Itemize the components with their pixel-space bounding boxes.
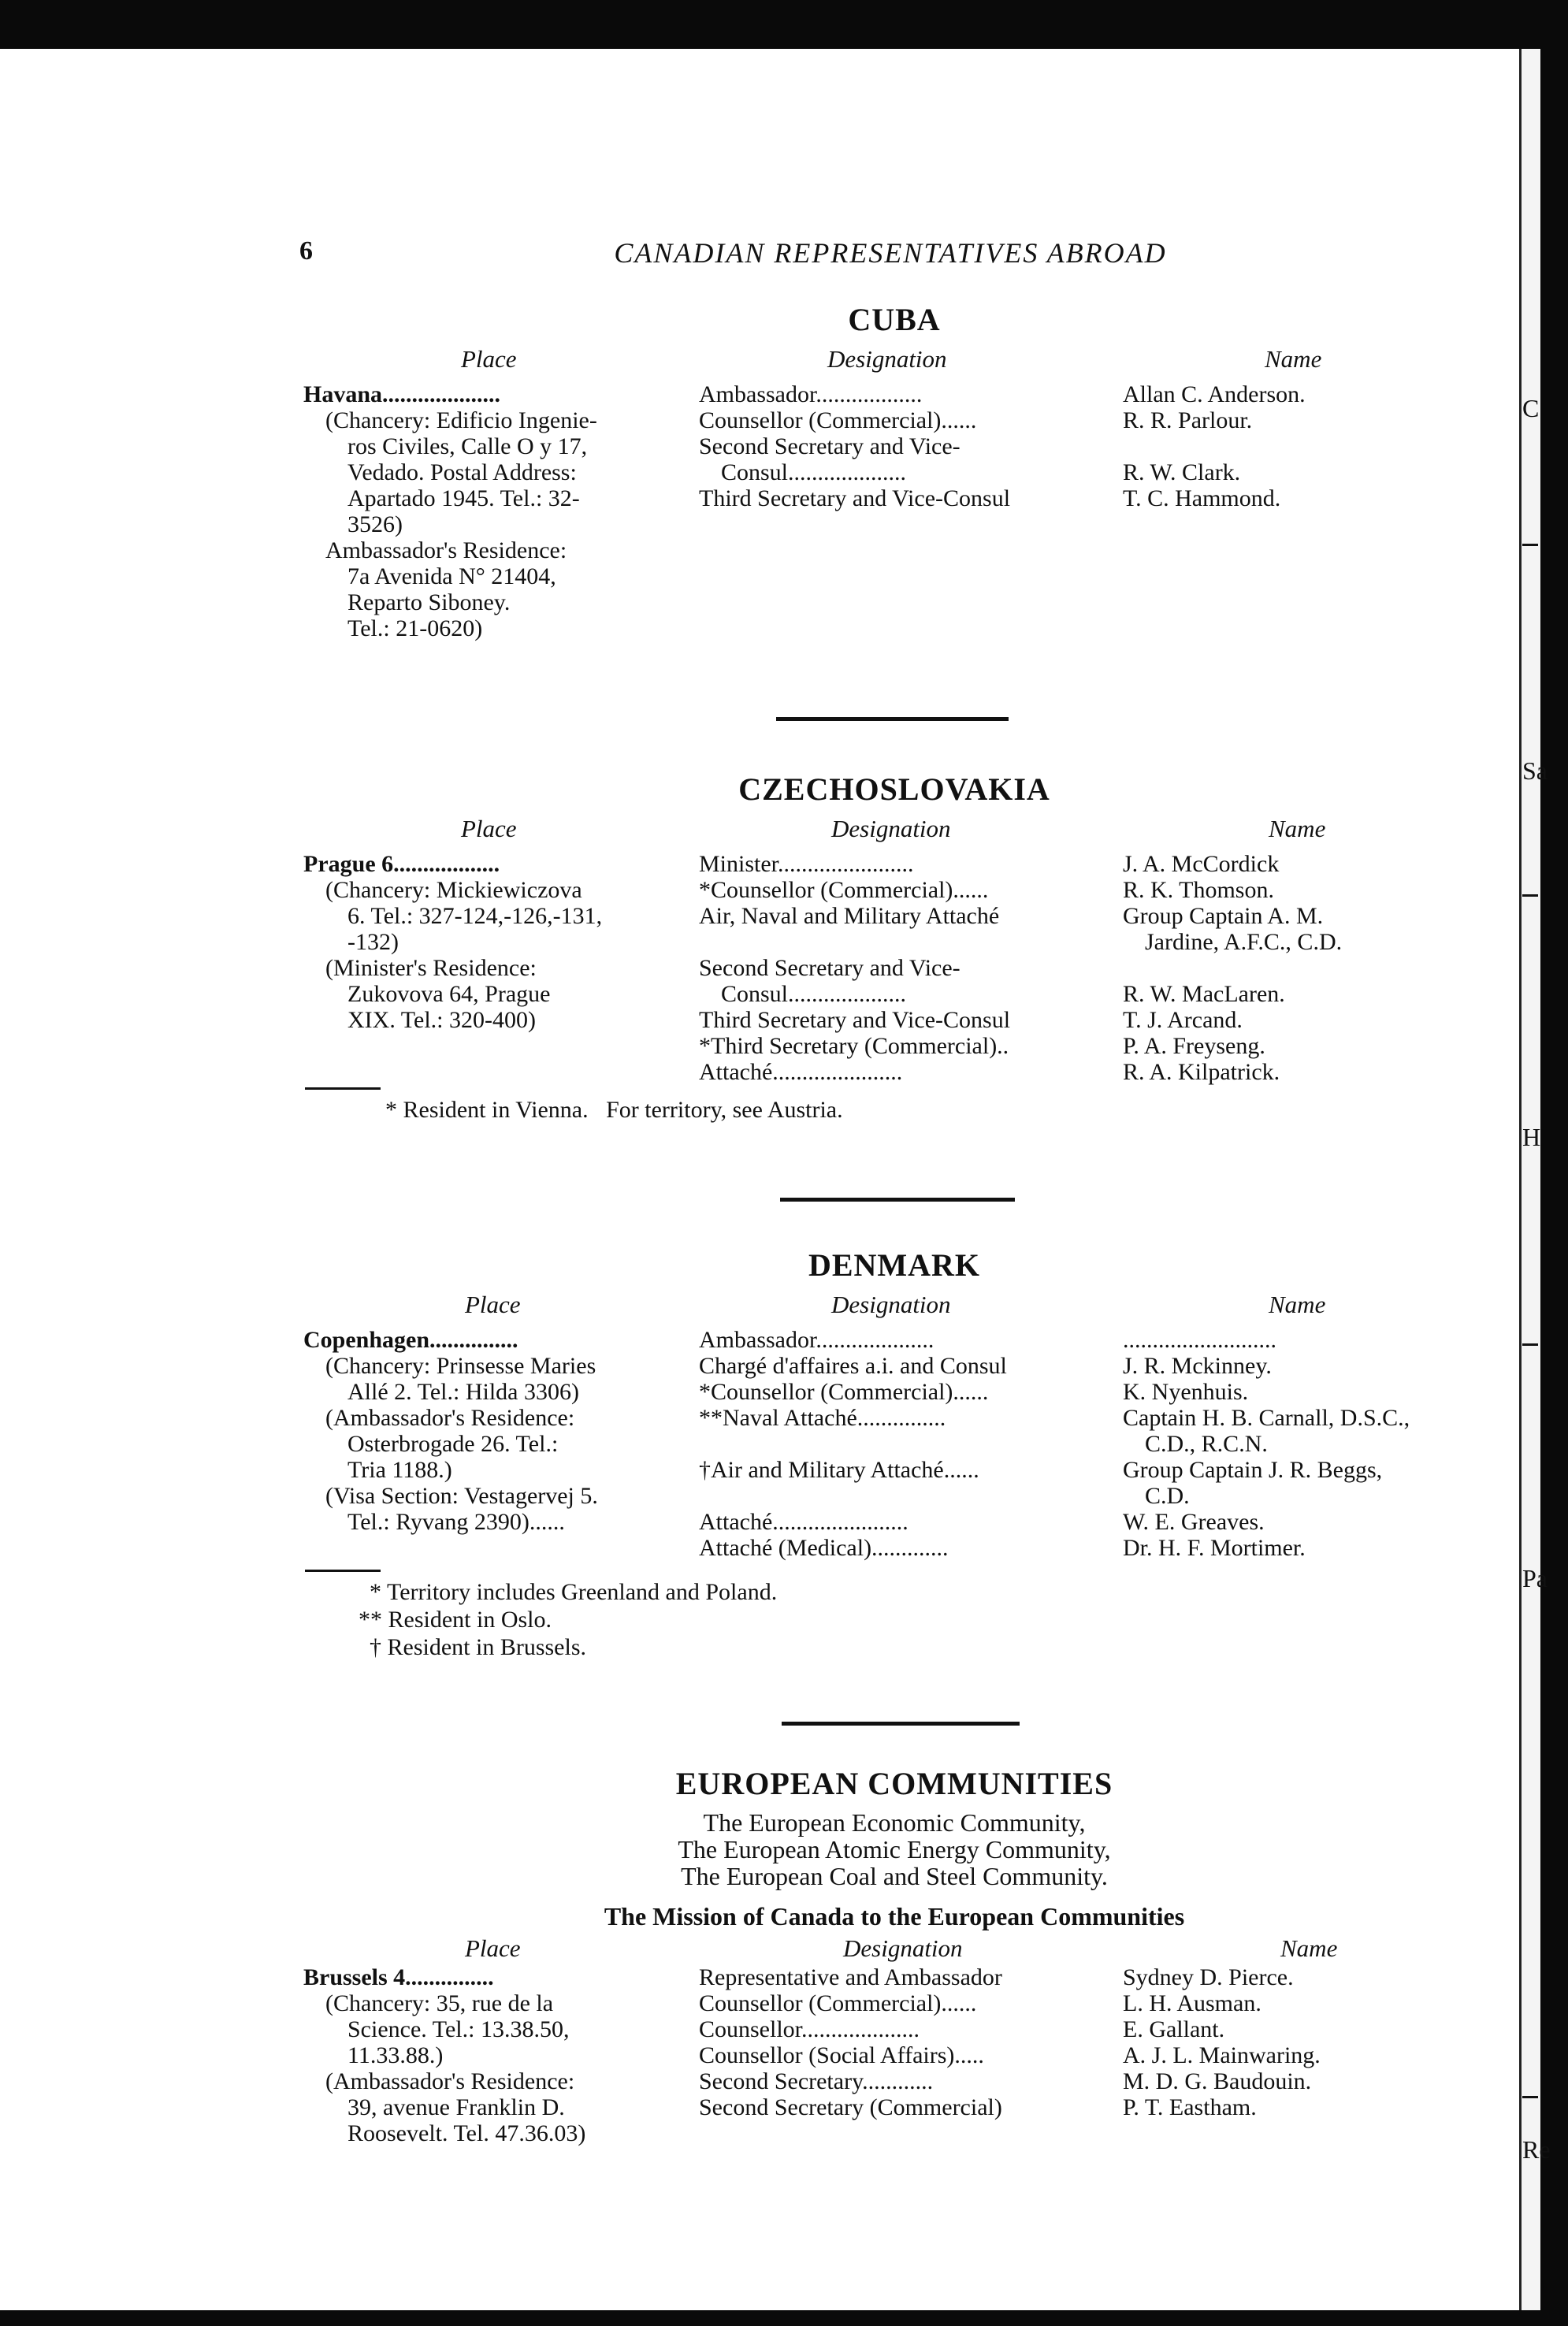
designation-line: Second Secretary and Vice- bbox=[699, 955, 960, 981]
place-header: Place bbox=[465, 1291, 521, 1318]
place-column bbox=[303, 1327, 682, 1535]
designation-line: Counsellor.................... bbox=[699, 2016, 920, 2042]
edge-letter: C bbox=[1522, 394, 1540, 422]
place-line: Science. Tel.: 13.38.50, bbox=[347, 2016, 570, 2042]
name-line: R. K. Thomson. bbox=[1123, 877, 1274, 903]
edge-letter: Re bbox=[1522, 2135, 1551, 2164]
name-line: Jardine, A.F.C., C.D. bbox=[1145, 929, 1343, 955]
running-header bbox=[299, 236, 1481, 276]
name-line: M. D. G. Baudouin. bbox=[1123, 2068, 1312, 2094]
mission-title: The Mission of Canada to the European Communities bbox=[604, 1902, 1185, 1930]
place-line: 11.33.88.) bbox=[347, 2042, 444, 2068]
place-line: -132) bbox=[347, 929, 399, 955]
adjacent-page-edge bbox=[1519, 49, 1543, 2310]
designation-line: Second Secretary and Vice- bbox=[699, 433, 960, 459]
name-column bbox=[1123, 1964, 1485, 2120]
place-line: Reparto Siboney. bbox=[347, 589, 511, 615]
place-line: Apartado 1945. Tel.: 32- bbox=[347, 485, 580, 511]
name-column bbox=[1123, 1327, 1485, 1561]
name-line: R. R. Parlour. bbox=[1123, 407, 1253, 433]
designation-line: Counsellor (Commercial)...... bbox=[699, 1990, 977, 2016]
name-line: Group Captain J. R. Beggs, bbox=[1123, 1457, 1383, 1483]
column-headers bbox=[303, 815, 1485, 851]
section-divider bbox=[782, 1722, 1020, 1726]
footnote-rule bbox=[305, 1087, 381, 1090]
section-european-communities bbox=[303, 1765, 1485, 2153]
place-line: Ambassador's Residence: bbox=[325, 537, 567, 563]
entry-table bbox=[303, 851, 1485, 1087]
country-title: EUROPEAN COMMUNITIES bbox=[675, 1766, 1113, 1801]
country-title: DENMARK bbox=[808, 1247, 981, 1283]
designation-line: Counsellor (Social Affairs)..... bbox=[699, 2042, 984, 2068]
place-line: (Minister's Residence: bbox=[325, 955, 537, 981]
designation-line: Attaché...................... bbox=[699, 1059, 903, 1085]
country-title: CZECHOSLOVAKIA bbox=[738, 771, 1050, 807]
name-line: C.D., R.C.N. bbox=[1145, 1431, 1268, 1457]
place-line: 7a Avenida N° 21404, bbox=[347, 563, 556, 589]
name-line: R. W. Clark. bbox=[1123, 459, 1241, 485]
footnote: * Territory includes Greenland and Poland. bbox=[370, 1579, 778, 1605]
place-line: Prague 6.................. bbox=[303, 851, 500, 877]
designation-line: Ambassador.................... bbox=[699, 1327, 934, 1353]
designation-line: Air, Naval and Military Attaché bbox=[699, 903, 1000, 929]
place-line: Tria 1188.) bbox=[347, 1457, 452, 1483]
column-headers bbox=[303, 1934, 1485, 1964]
scan-border-right bbox=[1540, 0, 1568, 2326]
place-line: (Ambassador's Residence: bbox=[325, 1405, 575, 1431]
place-line: XIX. Tel.: 320-400) bbox=[347, 1007, 536, 1033]
name-header: Name bbox=[1280, 1934, 1338, 1962]
place-column bbox=[303, 851, 682, 1033]
column-headers bbox=[303, 1291, 1485, 1327]
name-line: C.D. bbox=[1145, 1483, 1190, 1509]
place-line: ros Civiles, Calle O y 17, bbox=[347, 433, 588, 459]
page-number: 6 bbox=[299, 236, 313, 266]
designation-column bbox=[699, 1964, 1101, 2120]
place-line: Vedado. Postal Address: bbox=[347, 459, 577, 485]
name-line: P. A. Freyseng. bbox=[1123, 1033, 1265, 1059]
community-name: The European Atomic Energy Community, bbox=[678, 1835, 1111, 1863]
footnotes bbox=[303, 1087, 1485, 1124]
place-line: Brussels 4............... bbox=[303, 1964, 494, 1990]
name-header: Name bbox=[1269, 815, 1326, 842]
name-line: L. H. Ausman. bbox=[1123, 1990, 1261, 2016]
name-header: Name bbox=[1265, 345, 1322, 373]
name-line: W. E. Greaves. bbox=[1123, 1509, 1265, 1535]
designation-header: Designation bbox=[831, 815, 951, 842]
place-header: Place bbox=[461, 345, 517, 373]
community-name: The European Coal and Steel Community. bbox=[681, 1862, 1108, 1890]
edge-dash bbox=[1522, 894, 1538, 897]
place-line: (Visa Section: Vestagervej 5. bbox=[325, 1483, 598, 1509]
place-header: Place bbox=[461, 815, 517, 842]
entry-table bbox=[303, 1327, 1485, 1563]
name-line: E. Gallant. bbox=[1123, 2016, 1225, 2042]
designation-line: **Naval Attaché............... bbox=[699, 1405, 946, 1431]
name-line: T. C. Hammond. bbox=[1123, 485, 1281, 511]
place-column bbox=[303, 1964, 682, 2146]
name-header: Name bbox=[1269, 1291, 1326, 1318]
place-line: Zukovova 64, Prague bbox=[347, 981, 551, 1007]
place-line: (Ambassador's Residence: bbox=[325, 2068, 575, 2094]
footnote: ** Resident in Oslo. bbox=[359, 1607, 552, 1633]
designation-line: *Counsellor (Commercial)...... bbox=[699, 1379, 989, 1405]
running-title: CANADIAN REPRESENTATIVES ABROAD bbox=[614, 237, 1167, 269]
name-line: J. R. Mckinney. bbox=[1123, 1353, 1272, 1379]
footnote-rule bbox=[305, 1570, 381, 1572]
section-denmark bbox=[303, 1247, 1485, 1661]
designation-column bbox=[699, 381, 1101, 511]
designation-line: Consul.................... bbox=[721, 459, 907, 485]
name-line: K. Nyenhuis. bbox=[1123, 1379, 1249, 1405]
name-column bbox=[1123, 851, 1485, 1085]
footnotes bbox=[303, 1570, 1485, 1661]
designation-header: Designation bbox=[827, 345, 947, 373]
name-line: R. A. Kilpatrick. bbox=[1123, 1059, 1280, 1085]
edge-letter: Sa bbox=[1522, 756, 1548, 785]
designation-line: Second Secretary............ bbox=[699, 2068, 934, 2094]
name-line: Sydney D. Pierce. bbox=[1123, 1964, 1294, 1990]
edge-dash bbox=[1522, 2096, 1538, 2098]
entry-table bbox=[303, 381, 1485, 649]
communities-list bbox=[303, 1809, 1485, 1889]
place-column bbox=[303, 381, 682, 641]
name-line: R. W. MacLaren. bbox=[1123, 981, 1285, 1007]
designation-line: Representative and Ambassador bbox=[699, 1964, 1002, 1990]
designation-line: Counsellor (Commercial)...... bbox=[699, 407, 977, 433]
name-line: .......................... bbox=[1123, 1327, 1276, 1353]
edge-dash bbox=[1522, 1343, 1538, 1346]
name-line: A. J. L. Mainwaring. bbox=[1123, 2042, 1321, 2068]
section-czechoslovakia bbox=[303, 771, 1485, 1124]
designation-line: Second Secretary (Commercial) bbox=[699, 2094, 1002, 2120]
name-line: Allan C. Anderson. bbox=[1123, 381, 1306, 407]
designation-line: †Air and Military Attaché...... bbox=[699, 1457, 979, 1483]
place-line: (Chancery: Mickiewiczova bbox=[325, 877, 582, 903]
designation-line: Third Secretary and Vice-Consul bbox=[699, 1007, 1011, 1033]
place-line: Havana.................... bbox=[303, 381, 501, 407]
edge-letter: H bbox=[1522, 1123, 1541, 1151]
designation-line bbox=[699, 929, 1101, 955]
designation-header: Designation bbox=[831, 1291, 951, 1318]
place-line: (Chancery: Edificio Ingenie- bbox=[325, 407, 597, 433]
designation-line: Third Secretary and Vice-Consul bbox=[699, 485, 1011, 511]
name-line: J. A. McCordick bbox=[1123, 851, 1280, 877]
place-line: Copenhagen............... bbox=[303, 1327, 518, 1353]
section-divider bbox=[776, 717, 1009, 721]
name-line: P. T. Eastham. bbox=[1123, 2094, 1257, 2120]
designation-line: Attaché....................... bbox=[699, 1509, 908, 1535]
place-line: (Chancery: Prinsesse Maries bbox=[325, 1353, 596, 1379]
place-line: Osterbrogade 26. Tel.: bbox=[347, 1431, 559, 1457]
scan-border-top bbox=[0, 0, 1568, 49]
country-title: CUBA bbox=[848, 302, 941, 337]
designation-line: Ambassador.................. bbox=[699, 381, 923, 407]
designation-header: Designation bbox=[843, 1934, 963, 1962]
section-divider bbox=[780, 1198, 1015, 1202]
footnote: * Resident in Vienna. For territory, see Austria. bbox=[385, 1097, 843, 1123]
edge-dash bbox=[1522, 544, 1538, 546]
designation-line bbox=[699, 1483, 1101, 1509]
column-headers bbox=[303, 345, 1485, 381]
designation-line: *Counsellor (Commercial)...... bbox=[699, 877, 989, 903]
name-line: Group Captain A. M. bbox=[1123, 903, 1324, 929]
place-header: Place bbox=[465, 1934, 521, 1962]
place-line: 6. Tel.: 327-124,-126,-131, bbox=[347, 903, 603, 929]
scan-border-bottom bbox=[0, 2310, 1568, 2326]
designation-line: Chargé d'affaires a.i. and Consul bbox=[699, 1353, 1007, 1379]
section-cuba bbox=[303, 301, 1485, 649]
place-line: Tel.: Ryvang 2390)...... bbox=[347, 1509, 565, 1535]
community-name: The European Economic Community, bbox=[703, 1808, 1086, 1837]
designation-line: Minister....................... bbox=[699, 851, 914, 877]
entry-table bbox=[303, 1964, 1485, 2153]
edge-letter: Pa bbox=[1522, 1564, 1548, 1592]
place-line: 39, avenue Franklin D. bbox=[347, 2094, 565, 2120]
place-line: Roosevelt. Tel. 47.36.03) bbox=[347, 2120, 586, 2146]
designation-column bbox=[699, 1327, 1101, 1561]
footnote: † Resident in Brussels. bbox=[370, 1634, 586, 1660]
place-line: 3526) bbox=[347, 511, 403, 537]
place-line: Tel.: 21-0620) bbox=[347, 615, 483, 641]
place-line: (Chancery: 35, rue de la bbox=[325, 1990, 554, 2016]
designation-line: Attaché (Medical)............. bbox=[699, 1535, 949, 1561]
designation-column bbox=[699, 851, 1101, 1085]
name-line: Dr. H. F. Mortimer. bbox=[1123, 1535, 1306, 1561]
designation-line: *Third Secretary (Commercial).. bbox=[699, 1033, 1009, 1059]
designation-line bbox=[699, 1431, 1101, 1457]
name-column bbox=[1123, 381, 1485, 511]
designation-line: Consul.................... bbox=[721, 981, 907, 1007]
name-line bbox=[1123, 433, 1485, 459]
name-line: T. J. Arcand. bbox=[1123, 1007, 1243, 1033]
name-line bbox=[1123, 955, 1485, 981]
place-line: Allé 2. Tel.: Hilda 3306) bbox=[347, 1379, 579, 1405]
name-line: Captain H. B. Carnall, D.S.C., bbox=[1123, 1405, 1410, 1431]
